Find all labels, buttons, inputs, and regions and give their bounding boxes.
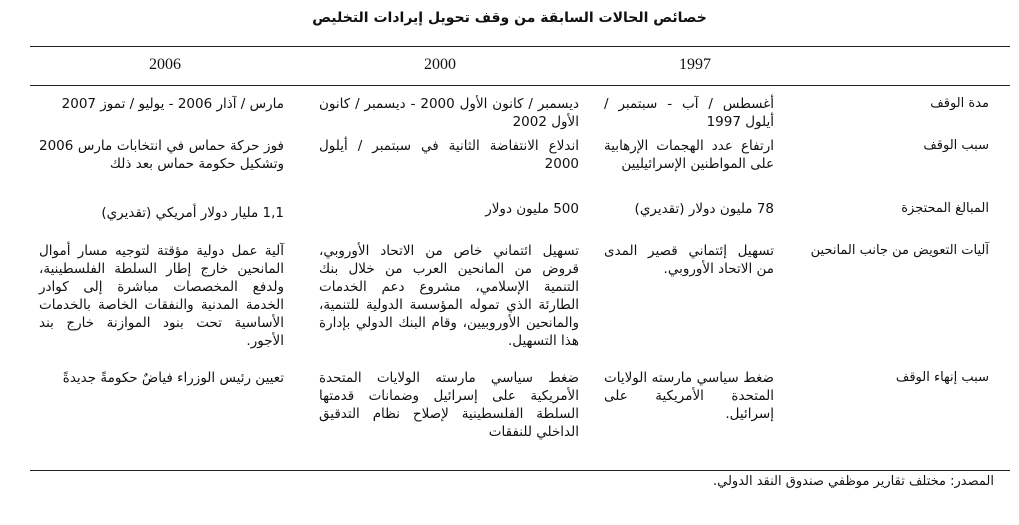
cell-reason-2006: فوز حركة حماس في انتخابات مارس 2006 وتشكيل حكومة حماس بعد ذلك (39, 138, 284, 172)
row-label-compensation: آليات التعويض من جانب المانحين (810, 243, 989, 258)
cell-duration-1997: أغسطس / آب - سبتمبر / أيلول 1997 (604, 96, 774, 130)
table-title: خصائص الحالات السابقة من وقف تحويل إيرادات التخليص (312, 10, 707, 26)
row-label-ending-reason: سبب إنهاء الوقف (895, 370, 989, 385)
column-header-1997: 1997 (679, 56, 711, 73)
source-note: المصدر: مختلف تقارير موظفي صندوق النقد الدولي. (713, 474, 994, 489)
cell-reason-1997: ارتفاع عدد الهجمات الإرهابية على المواطنين الإسرائيليين (604, 138, 774, 172)
row-label-duration: مدة الوقف (930, 96, 989, 111)
bottom-rule (30, 470, 1010, 471)
cell-compensation-1997: تسهيل إئتماني قصير المدى من الاتحاد الأوروبي. (604, 243, 774, 277)
cell-amounts-2006: 1,1 مليار دولار أمريكي (تقديري) (101, 205, 284, 221)
cell-ending-2000: ضغط سياسي مارسته الولايات المتحدة الأمريكية على إسرائيل وضمانات قدمتها السلطة الفلسطينية لإصلاح نظام التدقيق الداخلي للنفقات (319, 370, 579, 440)
cell-amounts-2000: 500 مليون دولار (485, 201, 579, 217)
row-label-amounts: المبالغ المحتجزة (901, 201, 989, 216)
column-header-2000: 2000 (424, 56, 456, 73)
cell-ending-1997: ضغط سياسي مارسته الولايات المتحدة الأمريكية على إسرائيل. (604, 370, 774, 422)
cell-ending-2006: تعيين رئيس الوزراء فياضٌ حكومةً جديدةً (62, 370, 284, 386)
top-rule (30, 46, 1010, 47)
header-rule (30, 85, 1010, 86)
row-label-reason: سبب الوقف (923, 138, 989, 153)
column-header-2006: 2006 (149, 56, 181, 73)
cell-amounts-1997: 78 مليون دولار (تقديري) (634, 201, 774, 217)
cell-compensation-2006: آلية عمل دولية مؤقتة لتوجيه مسار أموال المانحين خارج إطار السلطة الفلسطينية، ولدفع المخصصات مباشرة إلى كوادر الخدمة المدنية والنفقات الخاصة بالخدمات الأساسية تحت بنود الموازنة خارج بند الأجور. (39, 243, 284, 349)
cell-duration-2000: ديسمبر / كانون الأول 2000 - ديسمبر / كانون الأول 2002 (319, 96, 579, 130)
cell-duration-2006: مارس / آذار 2006 - يوليو / تموز 2007 (61, 96, 284, 112)
cell-compensation-2000: تسهيل ائتماني خاص من الاتحاد الأوروبي، قروض من المانحين العرب من خلال بنك التنمية الإسلامي، مشروع دعم الخدمات الطارئة الذي تموله المؤسسة الدولية للتنمية، والمانحين الأوروبيين، وقام البنك الدولي بإدارة هذا التسهيل. (319, 243, 579, 349)
cell-reason-2000: اندلاع الانتفاضة الثانية في سبتمبر / أيلول 2000 (319, 138, 579, 172)
